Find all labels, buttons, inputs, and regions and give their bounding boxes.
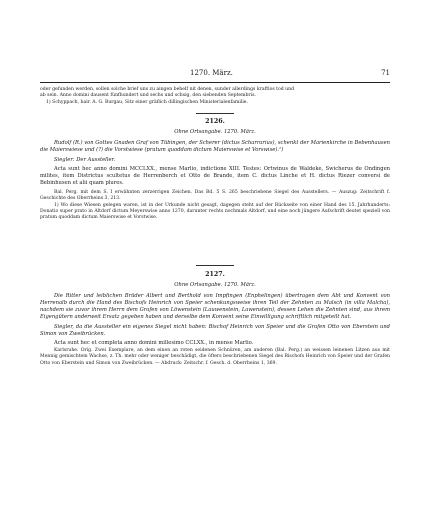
source-note: Bal. Perg. mit dem S. I erwähnten zerzerrigen Zeichen. Das Bd. 5 S. 265 beschriebene Siegel des Ausstellers. — Auszug: Zeitschrift f. Geschichte des Oberrheins 3, 213. bbox=[40, 190, 390, 202]
place-date: Ohne Ortsangabe. 1270. März. bbox=[174, 129, 256, 135]
top-fragment bbox=[40, 87, 390, 106]
document-2126 bbox=[40, 118, 390, 221]
source-note: Karlsruhe. Orig. Zwei Exemplare, an dem einen an roten seidenen Schnüren, am anderen (Bal. Perg.) an weissen leinenen Litzen aus mit Mennig gemischtem Wachse, z. Th. mehr oder weniger beschädigt, die öfters beschriebenen Siegel des Bischofs Heinrich von Speier und der Grafen Otto von Eberstein und Simon von Zweibrücken. — Abdruck: Zeitschr. f. Gesch. d. Oberrheins 1, 369. bbox=[40, 348, 390, 366]
regest-summary: Rudolf (R.) von Gottes Gnaden Graf von Tübingen, der Scherer (dictus Scharrarius), schenkt der Marienkirche in Bebenhausen die Maierswiese und (?) die Vorstwiese (pratum quoddam dictum Maierswise et Vorswise).¹) bbox=[40, 140, 390, 153]
separator-rule bbox=[196, 113, 234, 114]
header-rule bbox=[40, 82, 390, 83]
place-date: Ohne Ortsangabe. 1270. März. bbox=[174, 282, 256, 288]
document-number: 2127. bbox=[205, 271, 225, 278]
document-2127 bbox=[40, 271, 390, 367]
document-number: 2126. bbox=[205, 118, 225, 125]
regest-summary: Die Ritter und leiblichen Brüder Albert und Berthold von Impfingen (Enphelingen) übertragen dem Abt und Konvent von Herrenalb durch die Hand des Bischofs Heinrich von Speier schenkungsweise ihren Teil der Zehnten zu Malsch (in villa Malcha), nachdem sie zuvor ihrem Herrn dem Grafen von Löwenstein (Lauwenstein, Lawenstein), dessen Lehen die Zehnten sind, aus ihrem Eigengütern anderweit Ersatz gegeben haben und derselbe dem Konvent seine Einwilligung schriftlich mitgeteilt hat. bbox=[40, 293, 390, 320]
fragment-line: oder gefunden werden, sollen solche brief uns zu aingen behelf nit denen, sunder allerdings kraftlos tod und bbox=[40, 87, 295, 92]
charter-text: Acta sunt hec et completa anno domini millesimo CCLXX., in mense Marlio. bbox=[54, 340, 254, 346]
charter-text: Acta sunt hec anno domini MCCLXX., mense Marlio, indictione XIII. Testes: Ortwinus de Waldeke, Swicherus de Ondingen milites, item Districtus scultetus de Herrenberch et Otto de Brande, item C. dictus Linche et H. dictus Riezer conversi de Bebinhusen et alii quam plures. bbox=[40, 166, 390, 186]
seal-note: Siegler, da die Aussteller ein eigenes Siegel nicht haben: Bischof Heinrich von Speier und die Grafen Otto von Eberstein und Simon von Zweibrücken. bbox=[40, 324, 390, 337]
page-header bbox=[40, 69, 390, 81]
separator-rule bbox=[196, 265, 234, 266]
fragment-line: ab sein. Anno domini dausent fünfhundert und sechs und schsig, den siebenden Septembris. bbox=[40, 93, 256, 99]
header-date: 1270. März. bbox=[190, 69, 233, 77]
footnote: 1) Wo diese Wiesen gelegen waren, ist in der Urkunde nicht gesagt, dagegen steht auf der Rückseite von einer Hand des 15. Jahrhunderts: Donatio super prato in Altdorf dictum Meyerswise anno 1270, darunter rechts nochmals Altdorf, und eine noch jüngere Aufschrift deutet speziell von pratum quoddam dictum Maierswise et Vorstwise. bbox=[40, 202, 390, 221]
fragment-footnote: 1) Schyppach, bair. A. G. Burgau, Sitz einer gräflich dillingischen Ministerialenfamilie. bbox=[46, 99, 248, 105]
page-number: 71 bbox=[381, 69, 390, 77]
seal-note: Siegler: Der Aussteller. bbox=[54, 157, 116, 163]
